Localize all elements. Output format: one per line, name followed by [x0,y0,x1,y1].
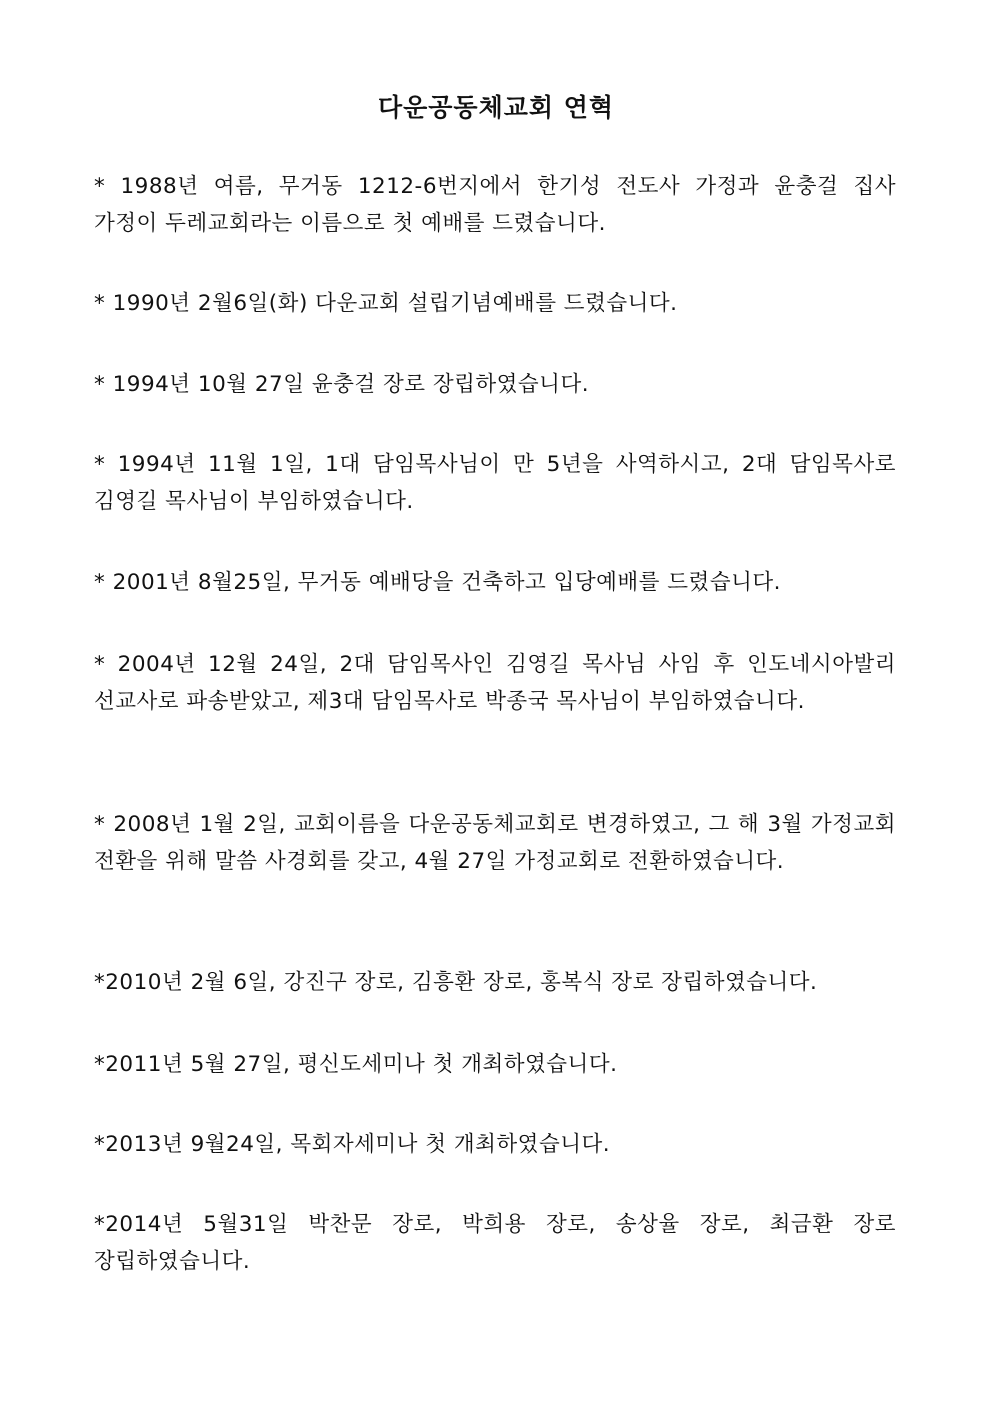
history-entry-2010: *2010년 2월 6일, 강진구 장로, 김흥환 장로, 홍복식 장로 장립하였습니다. [94,970,818,995]
page-title: 다운공동체교회 연혁 [377,93,615,122]
history-entry-1988: * 1988년 여름, 무거동 1212-6번지에서 한기성 전도사 가정과 윤충걸 집사 가정이 두레교회라는 이름으로 첫 예배를 드렸습니다. [94,174,896,236]
history-entry-1990: * 1990년 2월6일(화) 다운교회 설립기념예배를 드렸습니다. [94,291,678,316]
history-entry-2008: * 2008년 1월 2일, 교회이름을 다운공동체교회로 변경하였고, 그 해 3월 가정교회 전환을 위해 말씀 사경회를 갖고, 4월 27일 가정교회로 전환하였습니다. [94,812,896,874]
history-entry-2001: * 2001년 8월25일, 무거동 예배당을 건축하고 입당예배를 드렸습니다. [94,570,781,595]
history-entry-2011: *2011년 5월 27일, 평신도세미나 첫 개최하였습니다. [94,1052,618,1077]
history-entry-1994-oct: * 1994년 10월 27일 윤충걸 장로 장립하였습니다. [94,372,590,397]
history-entry-2014: *2014년 5월31일 박찬문 장로, 박희용 장로, 송상율 장로, 최금환 장로 장립하였습니다. [94,1212,896,1274]
history-entry-2004: * 2004년 12월 24일, 2대 담임목사인 김영길 목사님 사임 후 인도네시아발리 선교사로 파송받았고, 제3대 담임목사로 박종국 목사님이 부임하였습니다. [94,652,896,714]
history-entry-1994-nov: * 1994년 11월 1일, 1대 담임목사님이 만 5년을 사역하시고, 2대 담임목사로 김영길 목사님이 부임하였습니다. [94,452,896,514]
history-entry-2013: *2013년 9월24일, 목회자세미나 첫 개최하였습니다. [94,1132,611,1157]
